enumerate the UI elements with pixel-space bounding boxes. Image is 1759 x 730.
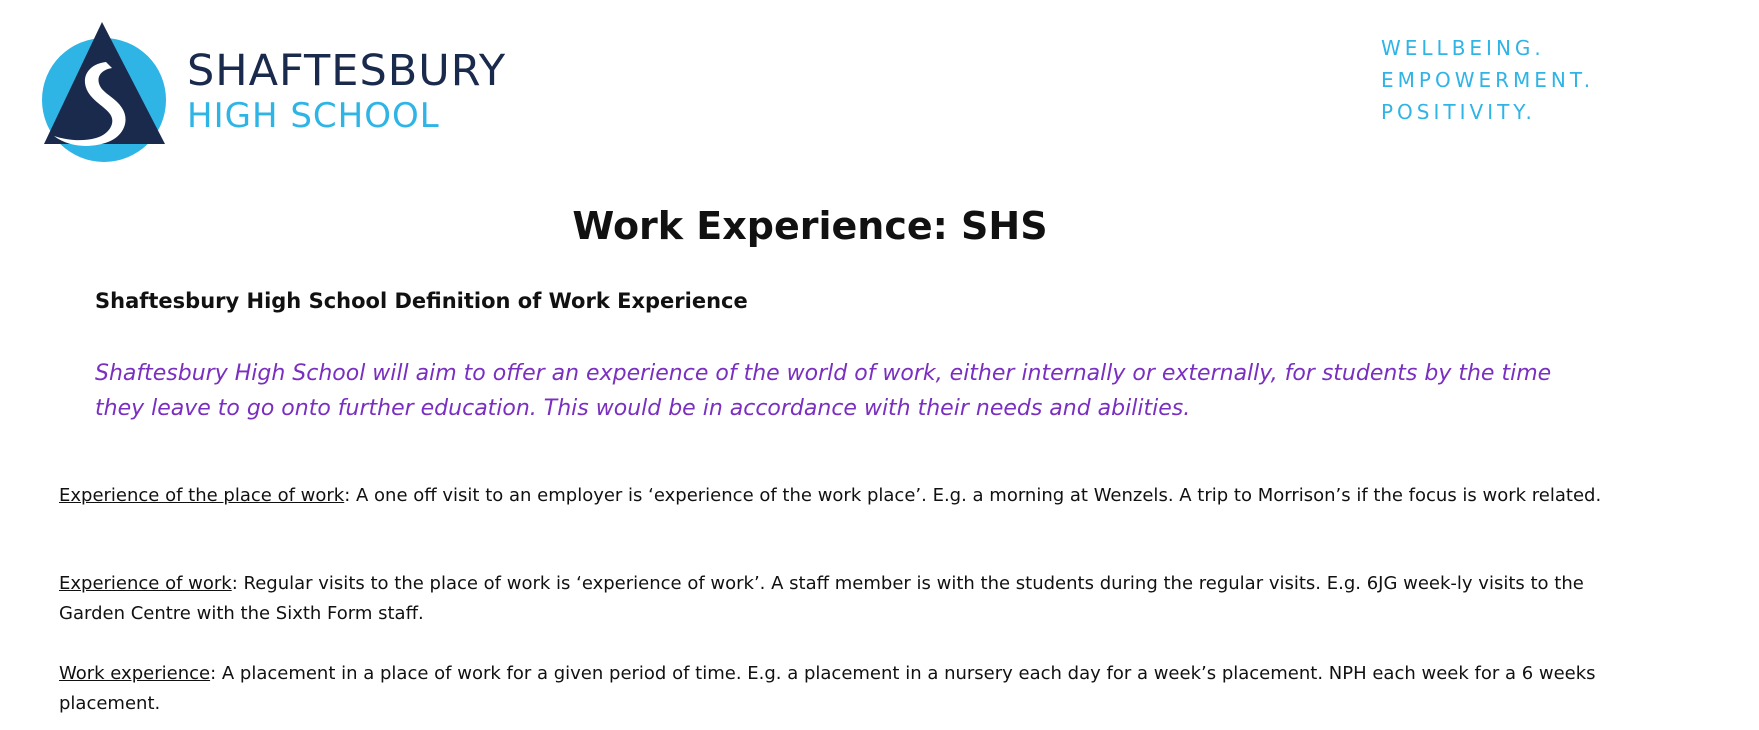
section-heading: Shaftesbury High School Definition of Work Experience xyxy=(95,289,748,313)
tagline-line-1: WELLBEING. xyxy=(1381,36,1545,60)
tagline-line-2: EMPOWERMENT. xyxy=(1381,68,1595,92)
school-logo-icon xyxy=(40,22,170,172)
tagline-line-3: POSITIVITY. xyxy=(1381,100,1536,124)
definition-term: Experience of work xyxy=(59,573,232,594)
definition-term: Experience of the place of work xyxy=(59,485,345,506)
document-title: Work Experience: SHS xyxy=(572,204,1048,248)
definition-text: : Regular visits to the place of work is ‘experience of work’. A staff member is with the students during the regular visits. E.g. 6JG week-ly visits to the Garden Centre with the Sixth Form staff. xyxy=(59,573,1584,624)
logo-line-1: SHAFTESBURY xyxy=(187,46,507,96)
definition-item-work-experience xyxy=(59,659,1619,719)
definition-item-place-of-work xyxy=(59,481,1619,511)
definition-item-experience-of-work xyxy=(59,569,1619,629)
definition-term: Work experience xyxy=(59,663,211,684)
school-logo-wordmark xyxy=(187,46,507,136)
logo-line-2: HIGH SCHOOL xyxy=(187,96,440,136)
school-logo xyxy=(40,22,560,172)
definition-text: : A one off visit to an employer is ‘experience of the work place’. E.g. a morning at Wenzels. A trip to Morrison’s if the focus is work related. xyxy=(344,485,1602,506)
definition-text: : A placement in a place of work for a given period of time. E.g. a placement in a nursery each day for a week’s placement. NPH each week for a 6 weeks placement. xyxy=(59,663,1596,714)
school-tagline xyxy=(1381,32,1594,128)
definition-statement: Shaftesbury High School will aim to offer an experience of the world of work, either internally or externally, for students by the time they leave to go onto further education. This would be in accordance with their needs and abilities. xyxy=(95,361,1552,421)
